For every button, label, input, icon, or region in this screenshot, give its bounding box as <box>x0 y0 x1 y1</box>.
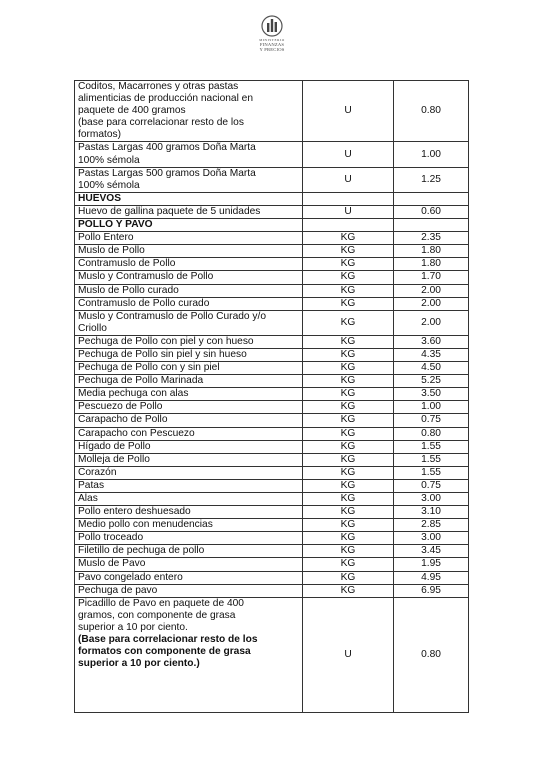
table-row <box>75 310 469 335</box>
unit-cell: KG <box>303 479 394 492</box>
product-cell: Pechuga de Pollo Marinada <box>75 375 303 388</box>
price-cell: 3.60 <box>394 335 469 348</box>
price-cell: 2.00 <box>394 310 469 335</box>
product-cell: Pollo entero deshuesado <box>75 506 303 519</box>
product-cell: Pescuezo de Pollo <box>75 401 303 414</box>
unit-cell: KG <box>303 375 394 388</box>
price-cell: 1.80 <box>394 258 469 271</box>
unit-cell: KG <box>303 571 394 584</box>
table-row <box>75 297 469 310</box>
price-cell: 5.25 <box>394 375 469 388</box>
table-row <box>75 584 469 597</box>
table-row <box>75 493 469 506</box>
unit-cell: KG <box>303 388 394 401</box>
product-text: Coditos, Macarrones y otras pastas <box>78 81 239 92</box>
price-cell: 0.80 <box>394 597 469 712</box>
price-cell: 0.60 <box>394 205 469 218</box>
table-row <box>75 440 469 453</box>
table-row <box>75 532 469 545</box>
table-row <box>75 388 469 401</box>
product-text: superior a 10 por ciento. <box>78 621 188 633</box>
section-header-pollo-pavo: POLLO Y PAVO <box>75 219 303 232</box>
unit-cell: KG <box>303 440 394 453</box>
product-cell: Pollo troceado <box>75 532 303 545</box>
section-header-huevos: HUEVOS <box>75 192 303 205</box>
table-row <box>75 519 469 532</box>
product-cell: Muslo de Pollo curado <box>75 284 303 297</box>
product-cell <box>75 167 303 192</box>
ministry-logo <box>248 14 296 68</box>
unit-cell <box>303 192 394 205</box>
unit-cell: KG <box>303 258 394 271</box>
table-row <box>75 284 469 297</box>
product-cell: Alas <box>75 493 303 506</box>
price-cell: 3.50 <box>394 388 469 401</box>
logo-line-finanzas: FINANZAS <box>259 42 285 47</box>
unit-cell: U <box>303 142 394 167</box>
table-row <box>75 466 469 479</box>
price-cell: 0.80 <box>394 81 469 142</box>
price-cell: 0.75 <box>394 414 469 427</box>
table-row <box>75 597 469 712</box>
unit-cell: KG <box>303 558 394 571</box>
unit-cell: U <box>303 81 394 142</box>
price-cell: 0.75 <box>394 479 469 492</box>
product-cell: Corazón <box>75 466 303 479</box>
unit-cell: KG <box>303 532 394 545</box>
price-cell: 2.00 <box>394 297 469 310</box>
product-cell: Filetillo de pechuga de pollo <box>75 545 303 558</box>
product-cell: Molleja de Pollo <box>75 453 303 466</box>
table-row <box>75 142 469 167</box>
product-cell: Contramuslo de Pollo curado <box>75 297 303 310</box>
product-cell: Carapacho de Pollo <box>75 414 303 427</box>
price-cell <box>394 192 469 205</box>
table-row <box>75 205 469 218</box>
product-cell: Contramuslo de Pollo <box>75 258 303 271</box>
price-cell: 2.35 <box>394 232 469 245</box>
price-cell: 1.00 <box>394 401 469 414</box>
unit-cell: KG <box>303 545 394 558</box>
price-cell <box>394 219 469 232</box>
price-table <box>74 80 469 713</box>
price-cell: 1.00 <box>394 142 469 167</box>
product-text: paquete de 400 gramos <box>78 105 186 117</box>
product-cell: Media pechuga con alas <box>75 388 303 401</box>
price-cell: 3.45 <box>394 545 469 558</box>
product-text: gramos, con componente de grasa <box>78 609 236 621</box>
logo-line-ministerio: MINISTERIO <box>259 38 285 42</box>
price-cell: 1.70 <box>394 271 469 284</box>
price-cell: 1.80 <box>394 245 469 258</box>
price-cell: 2.85 <box>394 519 469 532</box>
product-text: 100% sémola <box>78 179 140 191</box>
product-cell: Pechuga de pavo <box>75 584 303 597</box>
product-cell: Muslo de Pollo <box>75 245 303 258</box>
product-text: Picadillo de Pavo en paquete de 400 <box>78 597 244 609</box>
table-row <box>75 401 469 414</box>
bold-note-text: formatos con componente de grasa <box>78 646 251 658</box>
product-cell: Hígado de Pollo <box>75 440 303 453</box>
table-row <box>75 427 469 440</box>
product-cell: Medio pollo con menudencias <box>75 519 303 532</box>
unit-cell: KG <box>303 519 394 532</box>
product-text: Pastas Largas 500 gramos Doña Marta <box>78 167 256 179</box>
price-cell: 2.00 <box>394 284 469 297</box>
product-text: Pastas Largas 400 gramos Doña Marta <box>78 142 256 154</box>
product-cell: Muslo de Pavo <box>75 558 303 571</box>
product-text: 100% sémola <box>78 154 140 166</box>
unit-cell: KG <box>303 297 394 310</box>
section-header-row <box>75 219 469 232</box>
product-cell: Carapacho con Pescuezo <box>75 427 303 440</box>
unit-cell: KG <box>303 584 394 597</box>
table-row <box>75 506 469 519</box>
table-row <box>75 245 469 258</box>
table-row <box>75 375 469 388</box>
table-row <box>75 81 469 142</box>
table-row <box>75 545 469 558</box>
product-cell: Pechuga de Pollo sin piel y sin hueso <box>75 348 303 361</box>
price-cell: 3.00 <box>394 532 469 545</box>
price-cell: 1.55 <box>394 453 469 466</box>
price-cell: 3.00 <box>394 493 469 506</box>
table-row <box>75 335 469 348</box>
product-cell: Muslo y Contramuslo de Pollo <box>75 271 303 284</box>
table-row <box>75 571 469 584</box>
unit-cell <box>303 219 394 232</box>
table-row <box>75 271 469 284</box>
product-cell: Patas <box>75 479 303 492</box>
price-cell: 0.80 <box>394 427 469 440</box>
unit-cell: KG <box>303 335 394 348</box>
unit-cell: KG <box>303 310 394 335</box>
product-text: formatos) <box>78 129 122 141</box>
unit-cell: KG <box>303 401 394 414</box>
unit-cell: KG <box>303 493 394 506</box>
pollo-rows-group-2 <box>75 335 469 597</box>
product-cell <box>75 81 303 142</box>
price-cell: 1.95 <box>394 558 469 571</box>
table-row <box>75 453 469 466</box>
table-row <box>75 348 469 361</box>
unit-cell: KG <box>303 232 394 245</box>
table-row <box>75 362 469 375</box>
unit-cell: U <box>303 167 394 192</box>
unit-cell: KG <box>303 466 394 479</box>
product-cell: Pechuga de Pollo con piel y con hueso <box>75 335 303 348</box>
product-cell: Pechuga de Pollo con y sin piel <box>75 362 303 375</box>
product-cell: Pavo congelado entero <box>75 571 303 584</box>
table-row <box>75 414 469 427</box>
table-row <box>75 558 469 571</box>
price-cell: 4.95 <box>394 571 469 584</box>
section-header-row <box>75 192 469 205</box>
unit-cell: KG <box>303 427 394 440</box>
unit-cell: KG <box>303 284 394 297</box>
ministry-building-emblem-icon <box>261 14 283 38</box>
table-row <box>75 232 469 245</box>
logo-line-precios: Y PRECIOS <box>259 47 285 52</box>
bold-note-text: superior a 10 por ciento.) <box>78 658 200 670</box>
product-cell <box>75 597 303 712</box>
pollo-rows-group-1 <box>75 232 469 311</box>
unit-cell: KG <box>303 271 394 284</box>
product-text: alimenticias de producción nacional en <box>78 93 253 105</box>
product-cell: Pollo Entero <box>75 232 303 245</box>
unit-cell: KG <box>303 506 394 519</box>
product-text: Criollo <box>78 322 107 334</box>
price-cell: 6.95 <box>394 584 469 597</box>
table-row <box>75 479 469 492</box>
product-cell: Huevo de gallina paquete de 5 unidades <box>75 205 303 218</box>
unit-cell: U <box>303 205 394 218</box>
product-text: Muslo y Contramuslo de Pollo Curado y/o <box>78 310 266 322</box>
unit-cell: KG <box>303 414 394 427</box>
unit-cell: KG <box>303 362 394 375</box>
product-cell <box>75 142 303 167</box>
price-cell: 1.55 <box>394 440 469 453</box>
product-text: (base para correlacionar resto de los <box>78 117 244 129</box>
table-row <box>75 258 469 271</box>
table-row <box>75 167 469 192</box>
unit-cell: U <box>303 597 394 712</box>
unit-cell: KG <box>303 245 394 258</box>
unit-cell: KG <box>303 453 394 466</box>
price-cell: 3.10 <box>394 506 469 519</box>
bold-note-text: (Base para correlacionar resto de los <box>78 634 258 646</box>
price-cell: 1.25 <box>394 167 469 192</box>
price-cell: 4.50 <box>394 362 469 375</box>
price-cell: 1.55 <box>394 466 469 479</box>
unit-cell: KG <box>303 348 394 361</box>
price-cell: 4.35 <box>394 348 469 361</box>
product-cell <box>75 310 303 335</box>
